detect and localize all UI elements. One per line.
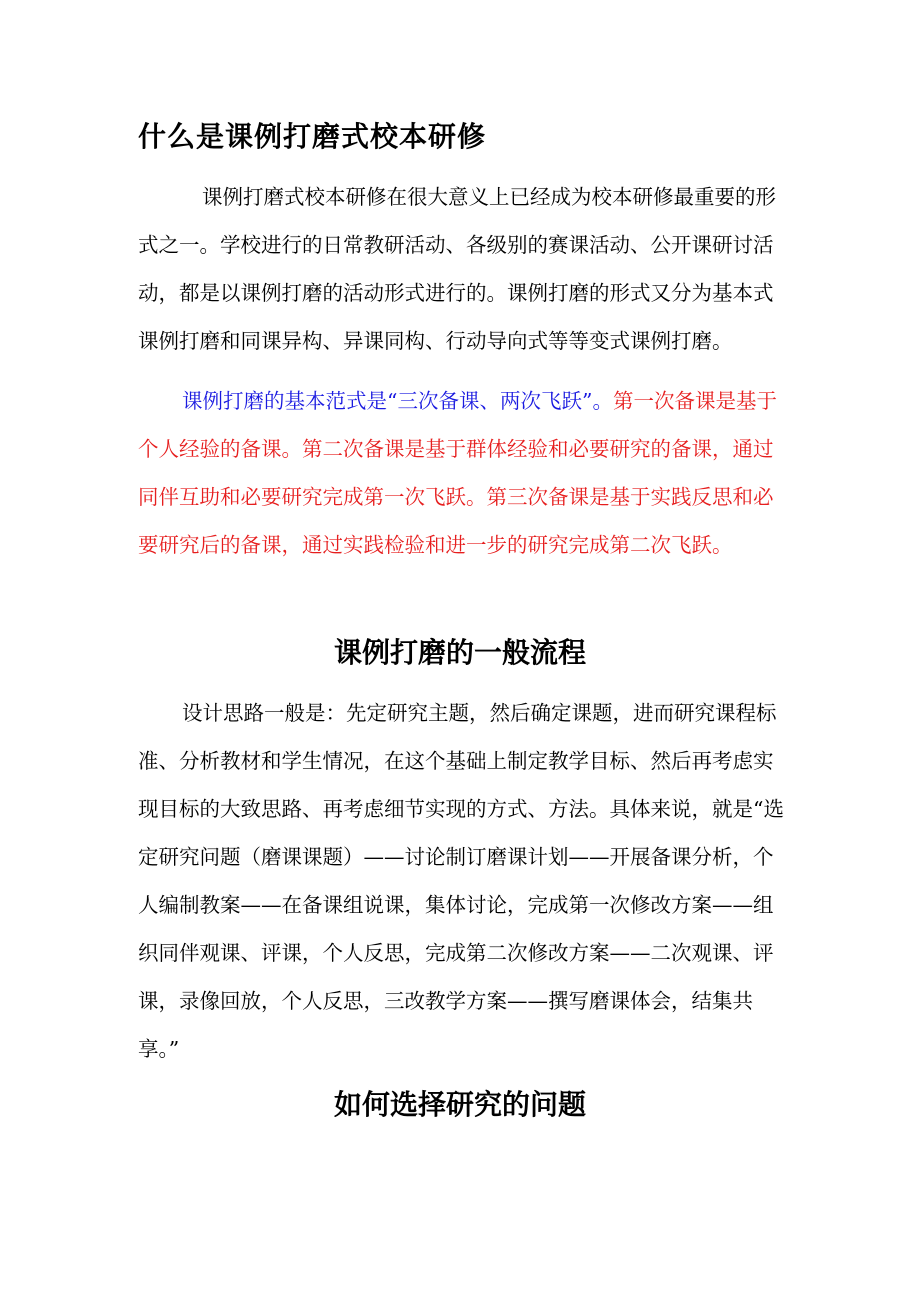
text-line: 享。” bbox=[138, 1037, 180, 1061]
heading-choose-question: 如何选择研究的问题 bbox=[333, 1088, 586, 1121]
text-line: 准、分析教材和学生情况，在这个基础上制定教学目标、然后再考虑实 bbox=[138, 749, 774, 773]
text-line: 课例打磨式校本研修在很大意义上已经成为校本研修最重要的形 bbox=[202, 185, 776, 209]
highlight-red-text: 第一次备课是基于 bbox=[612, 389, 777, 413]
text-line: 定研究问题（磨课课题）——讨论制订磨课计划——开展备课分析，个 bbox=[138, 845, 774, 869]
paragraph-process bbox=[138, 689, 784, 1073]
text-line: 个人经验的备课。第二次备课是基于群体经验和必要研究的备课，通过 bbox=[138, 437, 774, 461]
text-line: 动，都是以课例打磨的活动形式进行的。课例打磨的形式又分为基本式 bbox=[138, 281, 774, 305]
text-line: 课，录像回放，个人反思，三改教学方案——撰写磨课体会，结集共 bbox=[138, 989, 753, 1013]
paragraph-intro bbox=[138, 173, 784, 365]
highlight-blue-text: 课例打磨的基本范式是“三次备课、两次飞跃”。 bbox=[182, 389, 613, 413]
text-line bbox=[138, 377, 784, 425]
paragraph-basic-paradigm bbox=[138, 377, 784, 569]
text-line: 要研究后的备课，通过实践检验和进一步的研究完成第二次飞跃。 bbox=[138, 533, 733, 557]
heading-general-process: 课例打磨的一般流程 bbox=[333, 636, 586, 669]
text-line: 课例打磨和同课异构、异课同构、行动导向式等等变式课例打磨。 bbox=[138, 329, 733, 353]
text-line: 织同伴观课、评课，个人反思，完成第二次修改方案——二次观课、评 bbox=[138, 941, 774, 965]
text-line: 式之一。学校进行的日常教研活动、各级别的赛课活动、公开课研讨活 bbox=[138, 233, 774, 257]
text-line: 现目标的大致思路、再考虑细节实现的方式、方法。具体来说，就是“选 bbox=[138, 797, 784, 821]
text-line: 同伴互助和必要研究完成第一次飞跃。第三次备课是基于实践反思和必 bbox=[138, 485, 774, 509]
text-line: 人编制教案——在备课组说课，集体讨论，完成第一次修改方案——组 bbox=[138, 893, 774, 917]
heading-what-is: 什么是课例打磨式校本研修 bbox=[138, 120, 487, 153]
text-line: 设计思路一般是：先定研究主题，然后确定课题，进而研究课程标 bbox=[182, 701, 777, 725]
